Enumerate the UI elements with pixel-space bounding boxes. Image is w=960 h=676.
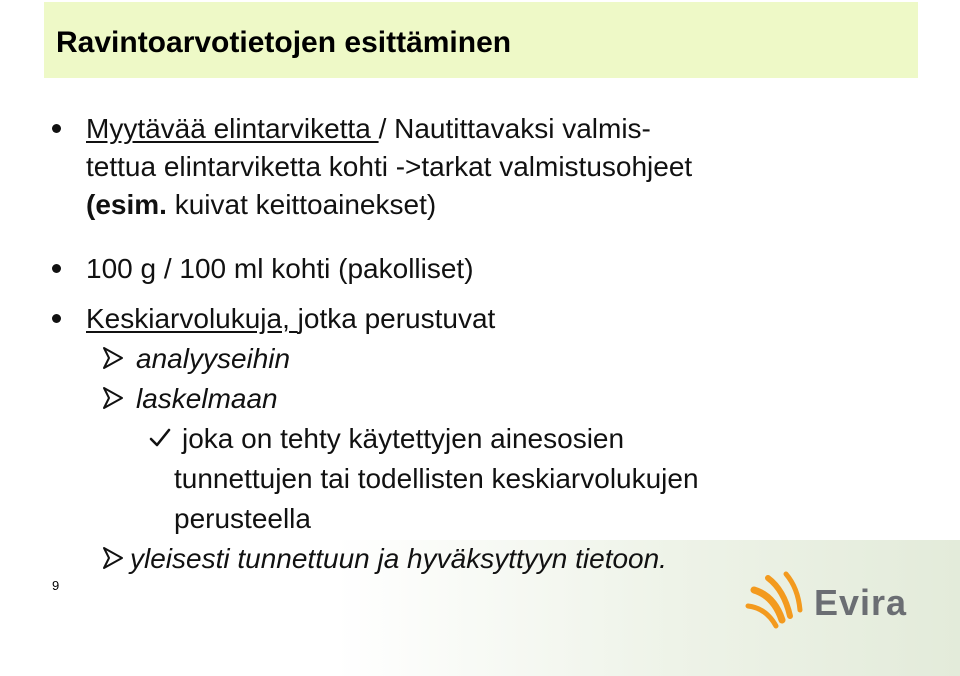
check-line-1: joka on tehty käytettyjen ainesosien (182, 423, 625, 454)
check-line-2: tunnettujen tai todellisten keskiarvolukujen (174, 463, 699, 494)
sub-item-calculation (100, 380, 278, 418)
arrow-bullet-icon (100, 345, 126, 371)
evira-sun-icon (744, 570, 814, 634)
bullet-1-line-3: kuivat keittoainekset) (166, 189, 437, 220)
check-item (148, 420, 624, 458)
sub-item-1-text: analyyseihin (136, 343, 291, 374)
evira-logo (744, 570, 914, 634)
bullet-dot (52, 264, 61, 273)
bullet-2-text: 100 g / 100 ml kohti (pakolliset) (86, 253, 474, 284)
bullet-1-line-2: tettua elintarviketta kohti ->tarkat valmistusohjeet (86, 151, 693, 182)
title-band (44, 2, 918, 78)
check-line-3: perusteella (174, 503, 311, 534)
bullet-dot (52, 314, 61, 323)
evira-logo-text: Evira (814, 582, 908, 623)
slide-title: Ravintoarvotietojen esittäminen (56, 26, 512, 59)
sub-item-analyses (100, 340, 290, 378)
bullet-3-text: jotka perustuvat (297, 303, 496, 334)
bullet-1-text: / Nautittavaksi valmis- (378, 113, 651, 144)
sub-item-known-data (100, 540, 667, 578)
slide-number: 9 (52, 578, 60, 593)
sub-item-2-text: laskelmaan (136, 383, 278, 414)
sub-item-3-text: yleisesti tunnettuun ja hyväksyttyyn tietoon. (130, 543, 667, 574)
bullet-1-link[interactable]: Myytävää elintarviketta (86, 113, 379, 144)
bullet-3-link[interactable]: Keskiarvolukuja, (86, 303, 298, 334)
bullet-dot (52, 124, 61, 133)
arrow-bullet-icon (100, 385, 126, 411)
bullet-1-bold: (esim. (86, 189, 167, 220)
arrow-bullet-icon (100, 545, 126, 571)
checkmark-icon (148, 426, 172, 450)
